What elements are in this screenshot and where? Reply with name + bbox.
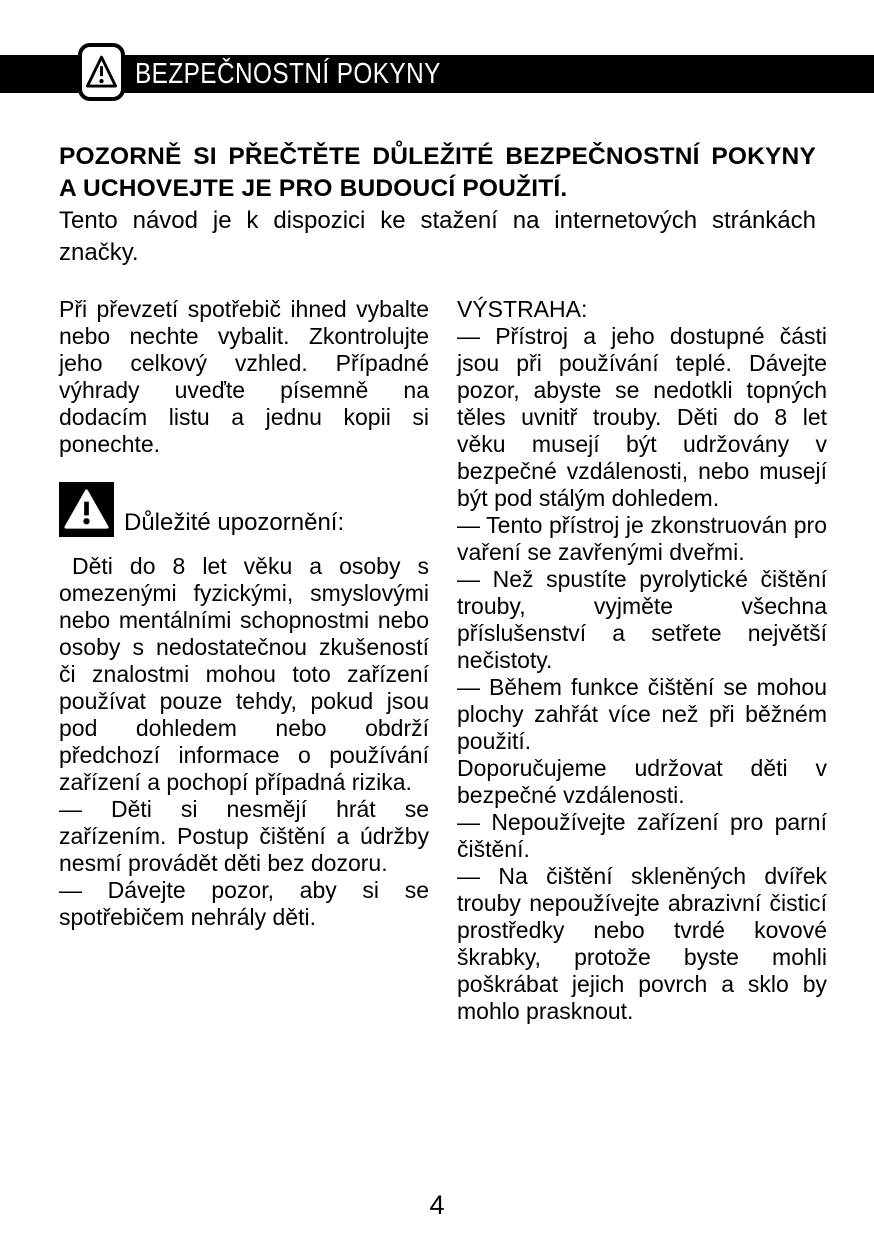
left-column bbox=[59, 296, 429, 1025]
right-column bbox=[457, 296, 827, 1025]
warning-heading: VÝSTRAHA: bbox=[457, 296, 588, 322]
paragraph-no-steam-cleaning: — Nepoužívejte zařízení pro parní čištění. bbox=[457, 809, 827, 862]
warning-triangle-glyph bbox=[63, 486, 110, 533]
intro-heading: POZORNĚ SI PŘEČTĚTE DŮLEŽITÉ BEZPEČNOSTNÍ POKYNY A UCHOVEJTE JE PRO BUDOUCÍ POUŽITÍ. bbox=[59, 143, 816, 202]
paragraph-glass-door-cleaning: — Na čištění skleněných dvířek trouby nepoužívejte abrazivní čisticí prostředky nebo tvrdé kovové škrabky, protože byste mohli poškrábat jejich povrch a sklo by mohlo prasknout. bbox=[457, 863, 827, 1024]
warning-triangle-icon-inner bbox=[82, 47, 121, 97]
paragraph-pyrolytic-cleaning: — Než spustíte pyrolytické čištění trouby, vyjměte všechna příslušenství a setřete největší nečistoty. bbox=[457, 566, 827, 673]
intro-section bbox=[59, 141, 816, 269]
paragraph-children-abilities: Děti do 8 let věku a osoby s omezenými fyzickými, smyslovými nebo mentálními schopnostmi nebo osoby s nedostatečnou zkušeností či znalostmi mohou toto zařízení používat pouze tehdy, pokud jsou pod dohledem nebo obdrží předchozí informace o používání zařízení a pochopí případná rizika. bbox=[59, 553, 429, 795]
paragraph-children-attention: — Dávejte pozor, aby si se spotřebičem nehrály děti. bbox=[59, 877, 429, 930]
warning-triangle-icon bbox=[78, 43, 125, 101]
important-notice-label: Důležité upozornění: bbox=[124, 509, 345, 536]
warning-triangle-glyph bbox=[85, 52, 118, 92]
body-columns bbox=[59, 296, 827, 1025]
paragraph-closed-door: — Tento přístroj je zkonstruován pro vaření se zavřenými dveřmi. bbox=[457, 512, 827, 565]
paragraph-unpacking: Při převzetí spotřebič ihned vybalte nebo nechte vybalit. Zkontrolujte jeho celkový vzhled. Případné výhrady uveďte písemně na dodacím listu a jednu kopii si ponechte. bbox=[59, 296, 429, 457]
important-notice-row bbox=[59, 482, 429, 537]
page-number: 4 bbox=[429, 1190, 445, 1220]
paragraph-keep-children-away: Doporučujeme udržovat děti v bezpečné vzdálenosti. bbox=[457, 755, 827, 808]
page-title: BEZPEČNOSTNÍ POKYNY bbox=[135, 58, 441, 90]
paragraph-surfaces-heat: — Během funkce čištění se mohou plochy zahřát více než při běžném použití. bbox=[457, 674, 827, 754]
paragraph-hot-parts: — Přístroj a jeho dostupné části jsou při používání teplé. Dávejte pozor, abyste se nedotkli topných těles uvnitř trouby. Děti do 8 let věku musejí být udržovány v bezpečné vzdálenosti, nebo musejí být pod stálým dohledem. bbox=[457, 323, 827, 511]
header-bar bbox=[0, 55, 874, 93]
paragraph-children-play: — Děti si nesmějí hrát se zařízením. Postup čištění a údržby nesmí provádět děti bez dozoru. bbox=[59, 796, 429, 876]
warning-triangle-icon bbox=[59, 482, 114, 537]
intro-paragraph: Tento návod je k dispozici ke stažení na internetových stránkách značky. bbox=[59, 207, 816, 266]
